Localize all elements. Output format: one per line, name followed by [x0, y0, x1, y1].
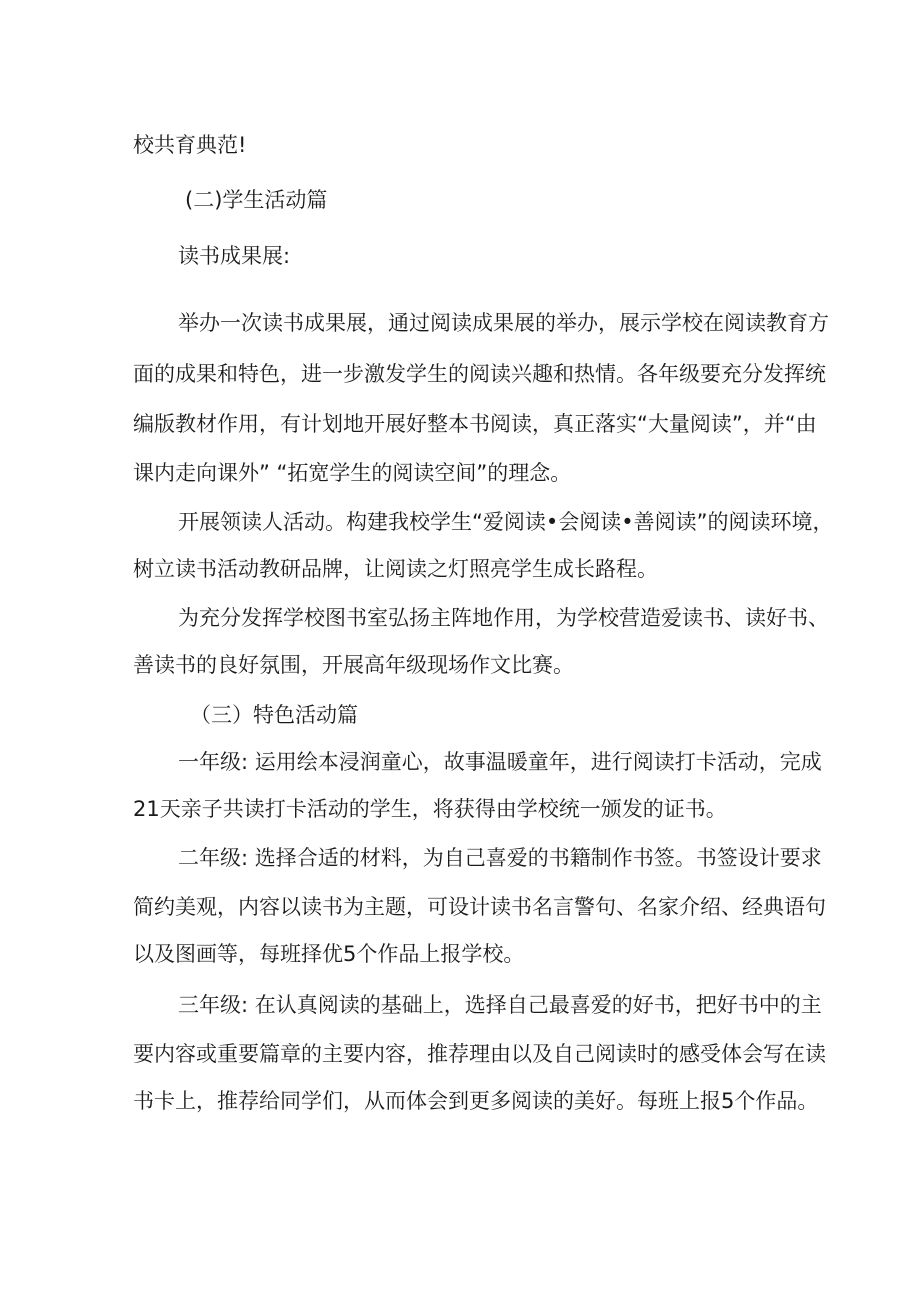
- paragraph-line: 三年级: 在认真阅读的基础上，选择自己最喜爱的好书，把好书中的主: [178, 993, 822, 1017]
- paragraph-line: 21天亲子共读打卡活动的学生，将获得由学校统一颁发的证书。: [133, 797, 727, 821]
- paragraph-line: 二年级: 选择合适的材料，为自己喜爱的书籍制作书签。书签设计要求: [178, 846, 822, 870]
- section-heading-featured-activities: （三）特色活动篇: [190, 703, 358, 727]
- paragraph-line: 树立读书活动教研品牌，让阅读之灯照亮学生成长路程。: [133, 557, 658, 581]
- paragraph-line: 编版教材作用，有计划地开展好整本书阅读，真正落实“大量阅读”，并“由: [133, 412, 817, 436]
- paragraph-line: 为充分发挥学校图书室弘扬主阵地作用，为学校营造爱读书、读好书、: [178, 606, 829, 630]
- paragraph-line: 举办一次读书成果展，通过阅读成果展的举办，展示学校在阅读教育方: [178, 311, 829, 335]
- paragraph-line: 开展领读人活动。构建我校学生“爱阅读•会阅读•善阅读”的阅读环境，: [178, 510, 834, 534]
- paragraph-line: 书卡上，推荐给同学们，从而体会到更多阅读的美好。每班上报5个作品。: [133, 1089, 819, 1113]
- subheading-reading-exhibition: 读书成果展:: [178, 244, 291, 268]
- paragraph-line: 以及图画等，每班择优5个作品上报学校。: [133, 942, 525, 966]
- paragraph-line: 一年级: 运用绘本浸润童心，故事温暖童年，进行阅读打卡活动，完成: [178, 750, 822, 774]
- section-heading-student-activities: (二)学生活动篇: [185, 188, 328, 212]
- paragraph-line: 善读书的良好氛围，开展高年级现场作文比赛。: [133, 653, 574, 677]
- paragraph-line: 简约美观，内容以读书为主题，可设计读书名言警句、名家介绍、经典语句: [133, 895, 826, 919]
- paragraph-line: 课内走向课外” “拓宽学生的阅读空间”的理念。: [133, 461, 572, 485]
- text-line-closing: 校共育典范!: [133, 133, 247, 157]
- paragraph-line: 面的成果和特色，进一步激发学生的阅读兴趣和热情。各年级要充分发挥统: [133, 362, 826, 386]
- paragraph-line: 要内容或重要篇章的主要内容，推荐理由以及自己阅读时的感受体会写在读: [133, 1042, 826, 1066]
